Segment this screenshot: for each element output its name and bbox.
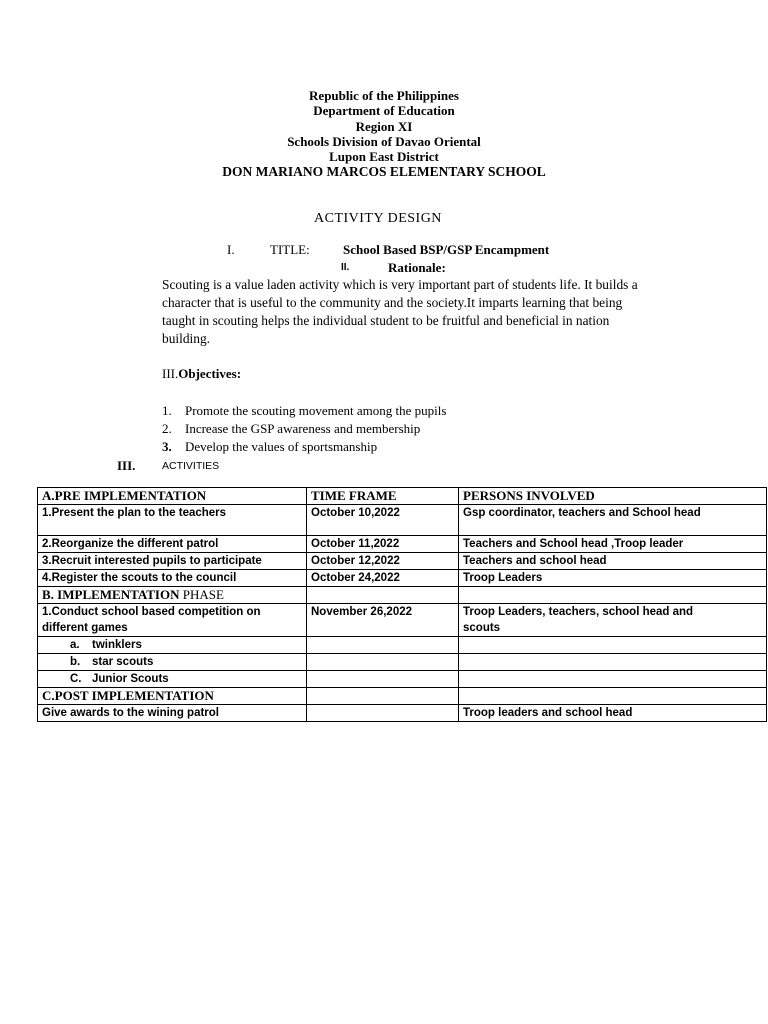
time-cell: October 10,2022: [307, 505, 459, 536]
document-title: ACTIVITY DESIGN: [314, 211, 442, 226]
table-header-row: [38, 488, 767, 505]
column-header-persons: PERSONS INVOLVED: [459, 488, 767, 505]
empty-cell: [307, 671, 459, 688]
rationale-line: character that is useful to the community and the society.It imparts learning that being: [162, 295, 623, 310]
rationale-line: taught in scouting helps the individual student to be fruitful and beneficial in nation: [162, 313, 610, 328]
rationale-line: building.: [162, 331, 210, 346]
table-row: [38, 654, 767, 671]
empty-cell: [459, 637, 767, 654]
empty-cell: [459, 654, 767, 671]
table-row: [38, 536, 767, 553]
activities-table: [37, 487, 767, 722]
column-header-phase: A.PRE IMPLEMENTATION: [38, 488, 307, 505]
implementation-heading-rest: PHASE: [179, 587, 224, 602]
activity-cell: 1.Present the plan to the teachers: [38, 505, 307, 536]
persons-cell: [459, 604, 767, 637]
activity-cell: Give awards to the wining patrol: [38, 705, 307, 722]
persons-cell: Troop Leaders: [459, 570, 767, 587]
rationale-paragraph: [162, 276, 682, 348]
objectives-numeral: III.: [162, 366, 179, 381]
header-line-district: Lupon East District: [329, 149, 439, 164]
objective-number: 2.: [162, 421, 172, 436]
persons-cell: Troop leaders and school head: [459, 705, 767, 722]
time-cell: November 26,2022: [307, 604, 459, 637]
sub-item-cell: [38, 654, 307, 671]
sub-item-letter: C.: [70, 673, 82, 685]
objective-text: Promote the scouting movement among the pupils: [185, 403, 447, 418]
sub-item-text: Junior Scouts: [92, 673, 169, 685]
sub-item-text: twinklers: [92, 639, 142, 651]
persons-line: Troop Leaders, teachers, school head and: [463, 606, 694, 618]
header-line-school: DON MARIANO MARCOS ELEMENTARY SCHOOL: [222, 164, 546, 179]
sub-item-text: star scouts: [92, 656, 154, 668]
activity-cell: 2.Reorganize the different patrol: [38, 536, 307, 553]
title-value: School Based BSP/GSP Encampment: [343, 242, 550, 257]
activities-numeral: III.: [117, 458, 136, 473]
rationale-line: Scouting is a value laden activity which is very important part of students life. It builds a: [162, 277, 638, 292]
objective-item: [162, 438, 377, 456]
objective-item: [162, 420, 420, 438]
time-cell: October 11,2022: [307, 536, 459, 553]
persons-line: scouts: [463, 622, 501, 634]
sub-item-letter: b.: [70, 656, 81, 668]
header-line-department: Department of Education: [313, 103, 455, 118]
empty-cell: [307, 637, 459, 654]
title-label: TITLE:: [270, 242, 310, 257]
title-numeral: I.: [227, 242, 235, 257]
table-section-row: [38, 688, 767, 705]
objectives-heading-row: [162, 366, 241, 382]
column-header-time-frame: TIME FRAME: [307, 488, 459, 505]
activities-heading: ACTIVITIES: [162, 460, 220, 472]
empty-cell: [459, 688, 767, 705]
objective-item: [162, 402, 446, 420]
time-cell: [307, 705, 459, 722]
persons-cell: Teachers and School head ,Troop leader: [459, 536, 767, 553]
empty-cell: [459, 671, 767, 688]
empty-cell: [307, 654, 459, 671]
activity-line: 1.Conduct school based competition on: [42, 606, 261, 618]
table-row: [38, 553, 767, 570]
table-row: [38, 705, 767, 722]
sub-item-cell: [38, 637, 307, 654]
sub-item-cell: [38, 671, 307, 688]
implementation-phase-heading: [38, 587, 307, 604]
rationale-numeral: II.: [341, 262, 350, 273]
persons-cell: Teachers and school head: [459, 553, 767, 570]
persons-cell: Gsp coordinator, teachers and School head: [459, 505, 767, 536]
activity-line: different games: [42, 622, 128, 634]
time-cell: October 24,2022: [307, 570, 459, 587]
implementation-heading-bold: B. IMPLEMENTATION: [42, 587, 180, 602]
table-row: [38, 570, 767, 587]
table-section-row: [38, 587, 767, 604]
activity-cell: [38, 604, 307, 637]
objective-number: 3.: [162, 439, 172, 454]
post-implementation-heading: C.POST IMPLEMENTATION: [38, 688, 307, 705]
table-row: [38, 505, 767, 536]
empty-cell: [307, 688, 459, 705]
table-row: [38, 604, 767, 637]
table-row: [38, 637, 767, 654]
header-line-division: Schools Division of Davao Oriental: [287, 134, 481, 149]
empty-cell: [459, 587, 767, 604]
empty-cell: [307, 587, 459, 604]
sub-item-letter: a.: [70, 639, 80, 651]
activity-cell: 3.Recruit interested pupils to participate: [38, 553, 307, 570]
rationale-heading: Rationale:: [388, 260, 446, 275]
objective-number: 1.: [162, 403, 172, 418]
objective-text: Develop the values of sportsmanship: [185, 439, 378, 454]
objectives-heading: Objectives:: [178, 366, 242, 381]
objective-text: Increase the GSP awareness and membership: [185, 421, 421, 436]
header-line-republic: Republic of the Philippines: [309, 88, 459, 103]
activity-cell: 4.Register the scouts to the council: [38, 570, 307, 587]
table-row: [38, 671, 767, 688]
time-cell: October 12,2022: [307, 553, 459, 570]
header-line-region: Region XI: [355, 119, 413, 134]
